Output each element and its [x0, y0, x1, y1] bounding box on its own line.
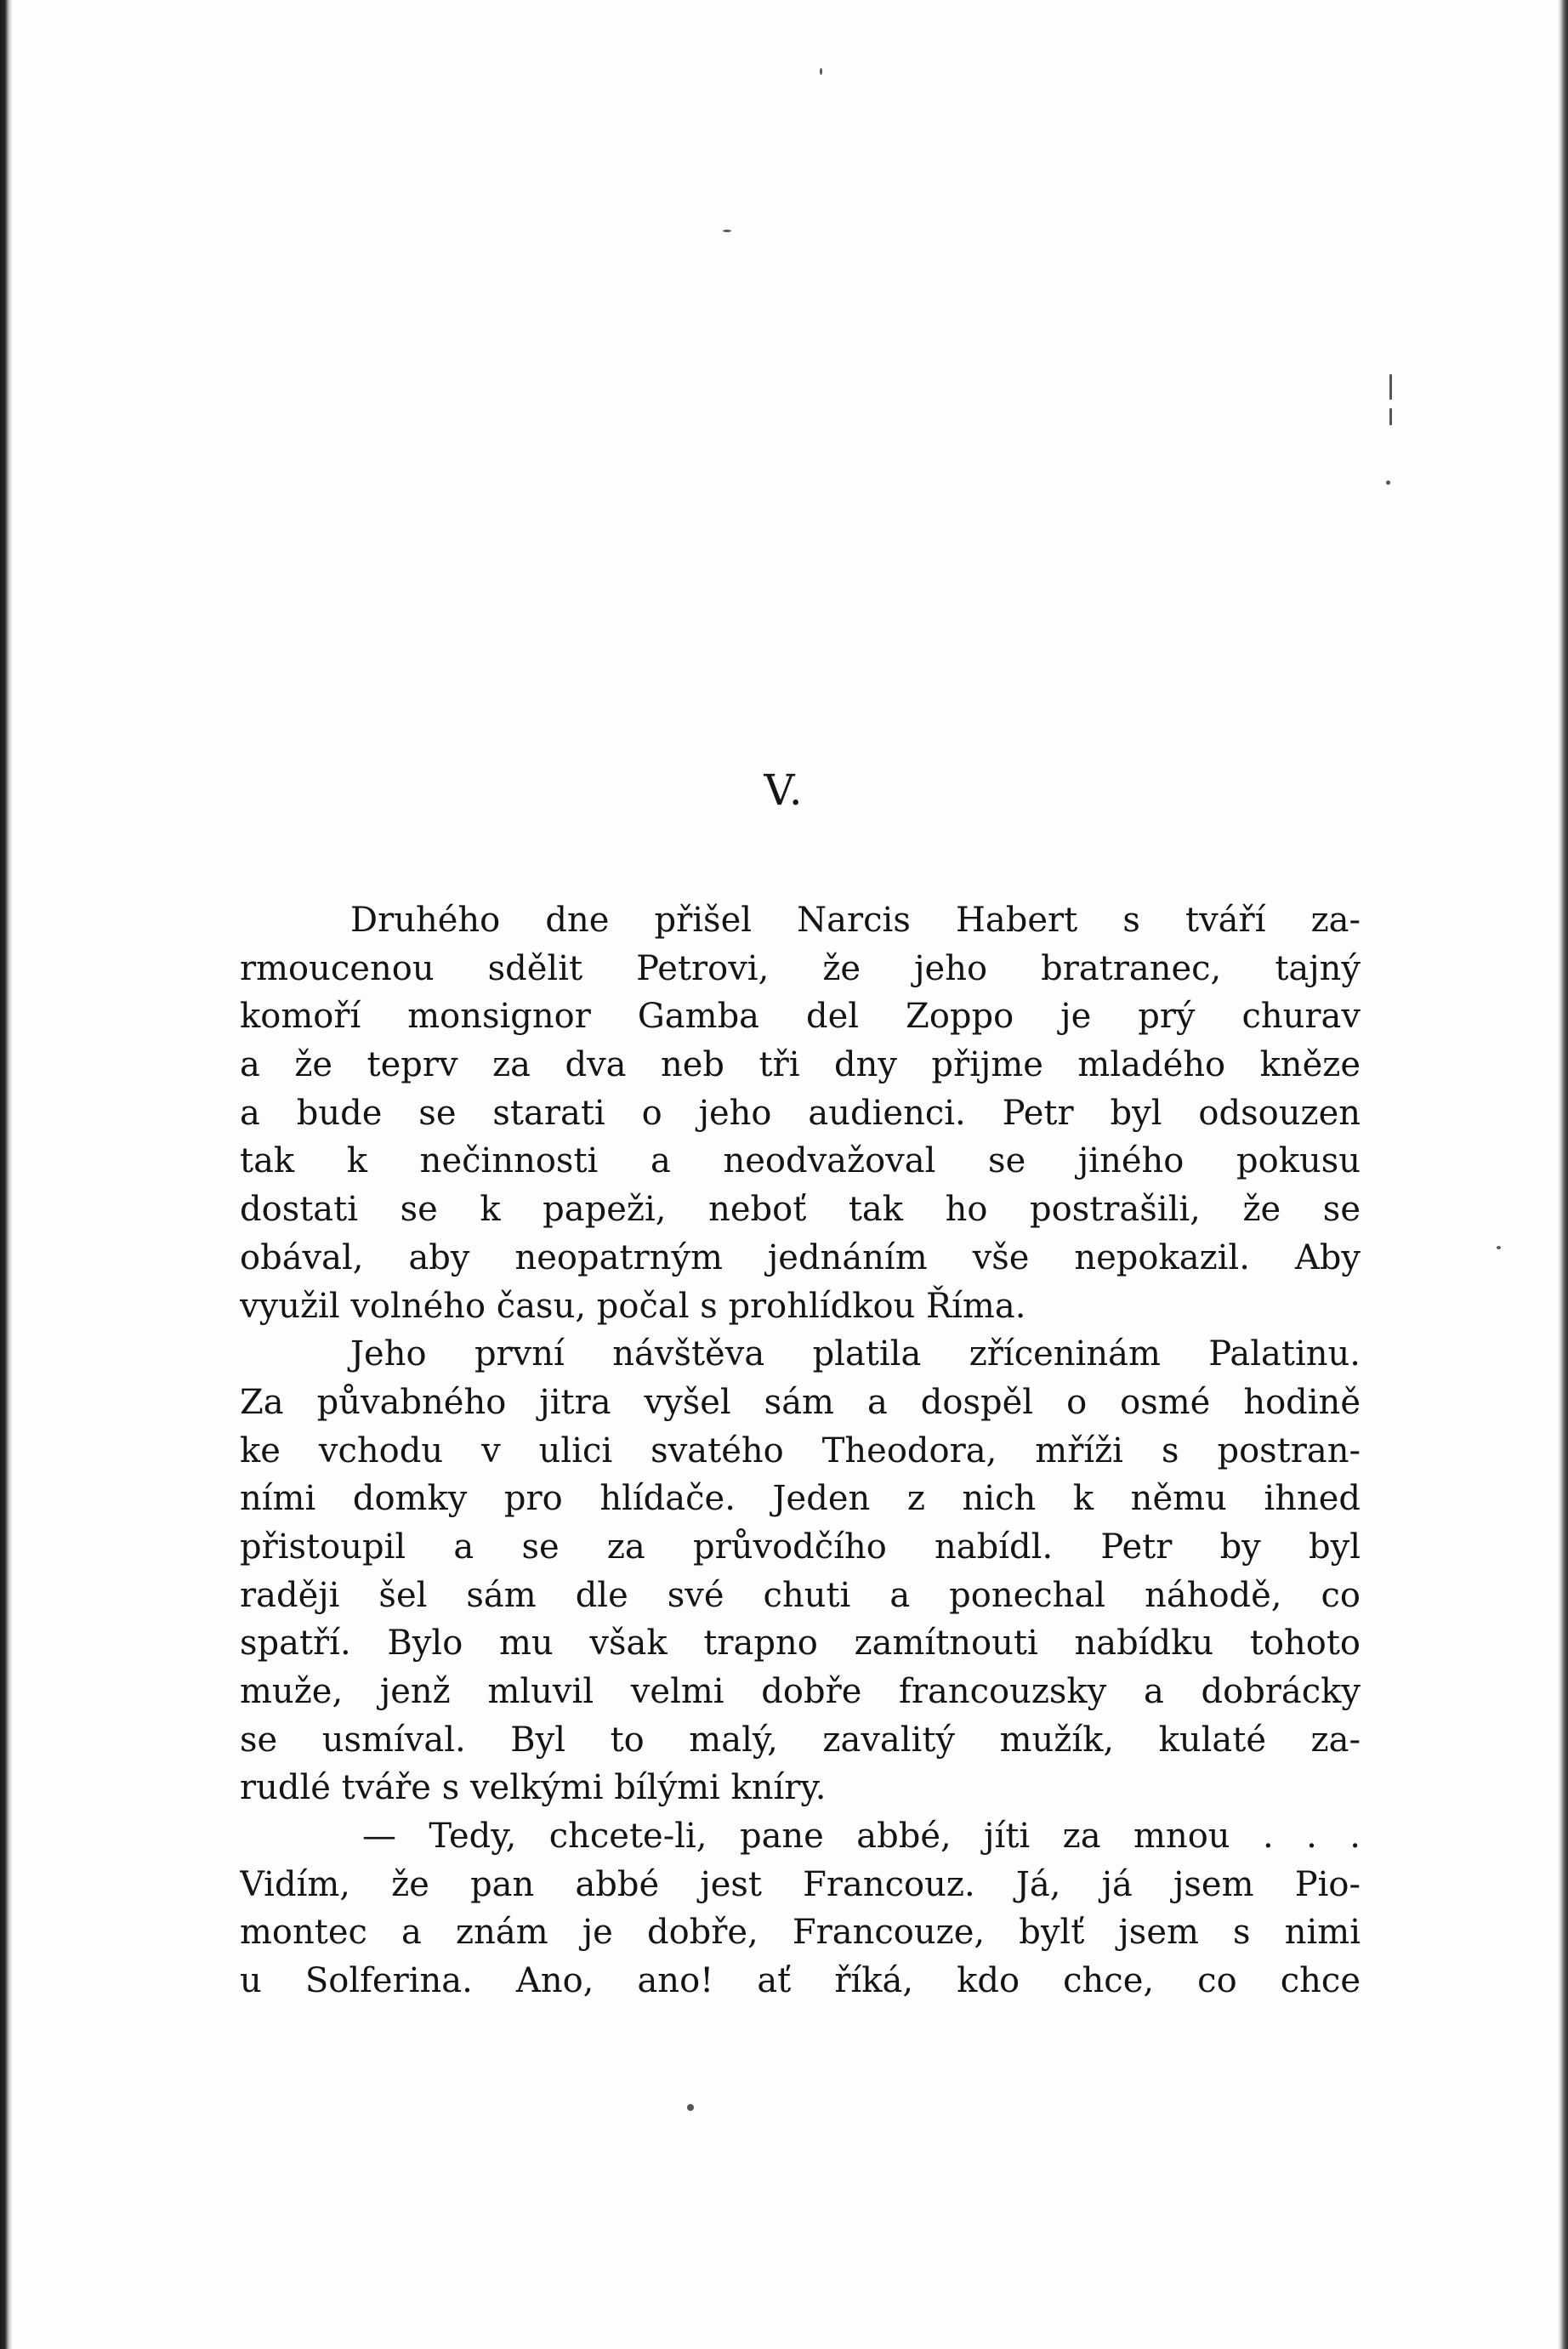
text-line: montec a znám je dobře, Francouze, bylť jsem s nimi: [240, 1913, 1361, 1953]
text-line: Vidím, že pan abbé jest Francouz. Já, já jsem Pio-: [240, 1864, 1361, 1904]
text-line: Druhého dne přišel Narcis Habert s tváří za-: [350, 901, 1361, 940]
text-line: dostati se k papeži, neboť tak ho postrašili, že se: [240, 1190, 1361, 1230]
scan-speck: [723, 230, 731, 232]
text-line: muže, jenž mluvil velmi dobře francouzsky a dobrácky: [240, 1672, 1361, 1711]
text-line: ke vchodu v ulici svatého Theodora, mříži s postran-: [240, 1430, 1361, 1470]
text-line: raději šel sám dle své chuti a ponechal náhodě, co: [240, 1575, 1361, 1615]
text-line: Za půvabného jitra vyšel sám a dospěl o osmé hodině: [240, 1382, 1361, 1422]
text-line: rudlé tváře s velkými bílými kníry.: [240, 1768, 827, 1808]
text-line: a že teprv za dva neb tři dny přijme mladého kněze: [240, 1045, 1361, 1085]
text-line: využil volného času, počal s prohlídkou Říma.: [240, 1286, 1026, 1326]
body-text: [240, 896, 1361, 2005]
text-line: obával, aby neopatrným jednáním vše nepokazil. Aby: [240, 1237, 1361, 1277]
text-line: přistoupil a se za průvodčího nabídl. Petr by byl: [240, 1527, 1361, 1567]
scan-speck: [1497, 1246, 1501, 1249]
text-line: spatří. Bylo mu však trapno zamítnouti nabídku tohoto: [240, 1624, 1361, 1664]
scan-edge-right: [1558, 0, 1568, 2349]
text-line: se usmíval. Byl to malý, zavalitý mužík, kulaté za-: [240, 1720, 1361, 1760]
text-line: komoří monsignor Gamba del Zoppo je prý churav: [240, 997, 1361, 1037]
text-line: Jeho první návštěva platila zříceninám Palatinu.: [350, 1334, 1361, 1374]
text-line: a bude se starati o jeho audienci. Petr byl odsouzen: [240, 1093, 1361, 1133]
scan-speck: [687, 2104, 694, 2111]
scan-edge-left: [0, 0, 12, 2349]
scan-speck: [820, 68, 822, 75]
text-line: u Solferina. Ano, ano! ať říká, kdo chce, co chce: [240, 1961, 1361, 2001]
scan-speck: [1389, 374, 1392, 400]
text-line: — Tedy, chcete-li, pane abbé, jíti za mnou . . .: [362, 1817, 1361, 1857]
chapter-heading: V.: [764, 765, 804, 815]
scan-speck: [1386, 481, 1390, 485]
text-line: ními domky pro hlídače. Jeden z nich k němu ihned: [240, 1479, 1361, 1519]
scan-speck: [1389, 408, 1392, 425]
text-line: rmoucenou sdělit Petrovi, že jeho bratranec, tajný: [240, 948, 1361, 988]
text-line: tak k nečinnosti a neodvažoval se jiného pokusu: [240, 1141, 1361, 1181]
